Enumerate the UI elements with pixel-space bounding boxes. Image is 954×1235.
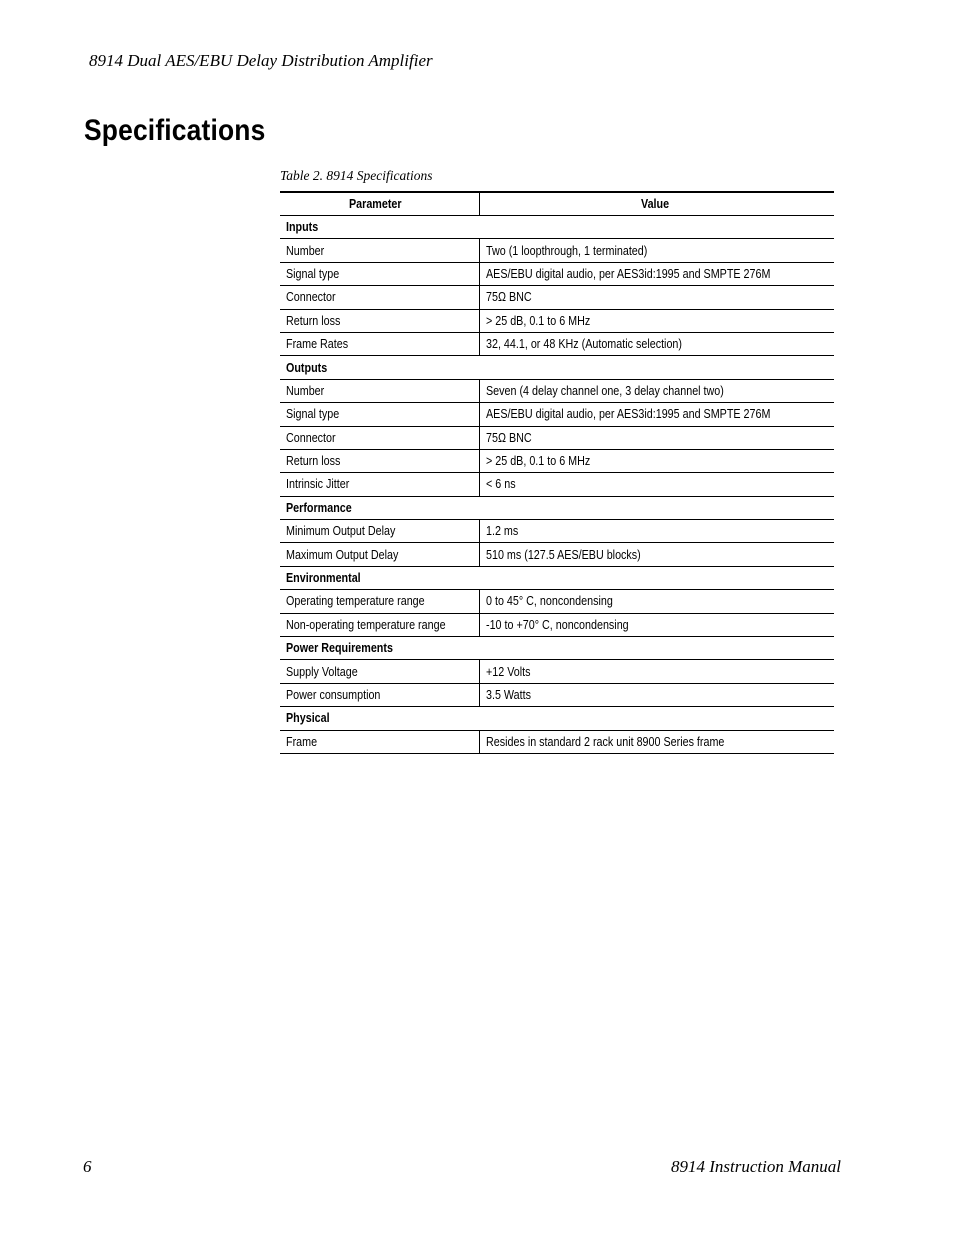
value-cell: Two (1 loopthrough, 1 terminated) [480, 239, 835, 262]
parameter-cell: Non-operating temperature range [280, 613, 480, 636]
group-label: Outputs [280, 356, 834, 379]
parameter-cell: Connector [280, 286, 480, 309]
group-header-row [280, 216, 834, 239]
table-row [280, 379, 834, 402]
page-number: 6 [83, 1157, 92, 1176]
value-cell: > 25 dB, 0.1 to 6 MHz [480, 309, 835, 332]
value-cell: 510 ms (127.5 AES/EBU blocks) [480, 543, 835, 566]
parameter-cell: Power consumption [280, 683, 480, 706]
parameter-cell: Frame Rates [280, 332, 480, 355]
value-cell: +12 Volts [480, 660, 835, 683]
group-label: Physical [280, 707, 834, 730]
parameter-cell: Return loss [280, 449, 480, 472]
table-row [280, 426, 834, 449]
table-row [280, 730, 834, 753]
parameter-cell: Supply Voltage [280, 660, 480, 683]
parameter-cell: Signal type [280, 262, 480, 285]
table-body [280, 216, 834, 754]
value-cell: 0 to 45° C, noncondensing [480, 590, 835, 613]
value-cell: 75Ω BNC [480, 286, 835, 309]
parameter-cell: Frame [280, 730, 480, 753]
group-label: Performance [280, 496, 834, 519]
parameter-cell: Operating temperature range [280, 590, 480, 613]
group-label: Inputs [280, 216, 834, 239]
value-cell: 3.5 Watts [480, 683, 835, 706]
table-row [280, 262, 834, 285]
table-row [280, 660, 834, 683]
parameter-cell: Return loss [280, 309, 480, 332]
value-cell: AES/EBU digital audio, per AES3id:1995 and SMPTE 276M [480, 403, 835, 426]
table-row [280, 309, 834, 332]
column-header-value: Value [480, 192, 835, 216]
value-cell: < 6 ns [480, 473, 835, 496]
value-cell: > 25 dB, 0.1 to 6 MHz [480, 449, 835, 472]
specifications-table [280, 191, 834, 754]
table-caption: Table 2. 8914 Specifications [280, 168, 433, 183]
section-title: Specifications [84, 114, 266, 147]
parameter-cell: Intrinsic Jitter [280, 473, 480, 496]
table-row [280, 590, 834, 613]
table-row [280, 613, 834, 636]
group-label: Environmental [280, 566, 834, 589]
parameter-cell: Connector [280, 426, 480, 449]
column-header-parameter: Parameter [280, 192, 480, 216]
value-cell: Resides in standard 2 rack unit 8900 Series frame [480, 730, 835, 753]
running-header: 8914 Dual AES/EBU Delay Distribution Amplifier [89, 51, 433, 70]
table-row [280, 286, 834, 309]
group-header-row [280, 566, 834, 589]
parameter-cell: Number [280, 239, 480, 262]
parameter-cell: Number [280, 379, 480, 402]
table-row [280, 543, 834, 566]
group-header-row [280, 356, 834, 379]
table-row [280, 520, 834, 543]
table-row [280, 683, 834, 706]
table-header-row [280, 192, 834, 216]
table-row [280, 239, 834, 262]
value-cell: Seven (4 delay channel one, 3 delay channel two) [480, 379, 835, 402]
value-cell: 1.2 ms [480, 520, 835, 543]
group-header-row [280, 707, 834, 730]
parameter-cell: Minimum Output Delay [280, 520, 480, 543]
group-header-row [280, 496, 834, 519]
value-cell: -10 to +70° C, noncondensing [480, 613, 835, 636]
table-row [280, 449, 834, 472]
table-row [280, 332, 834, 355]
value-cell: 75Ω BNC [480, 426, 835, 449]
group-label: Power Requirements [280, 637, 834, 660]
table-row [280, 473, 834, 496]
value-cell: AES/EBU digital audio, per AES3id:1995 and SMPTE 276M [480, 262, 835, 285]
value-cell: 32, 44.1, or 48 KHz (Automatic selection) [480, 332, 835, 355]
table-row [280, 403, 834, 426]
group-header-row [280, 637, 834, 660]
parameter-cell: Signal type [280, 403, 480, 426]
footer-manual-title: 8914 Instruction Manual [671, 1157, 841, 1176]
parameter-cell: Maximum Output Delay [280, 543, 480, 566]
